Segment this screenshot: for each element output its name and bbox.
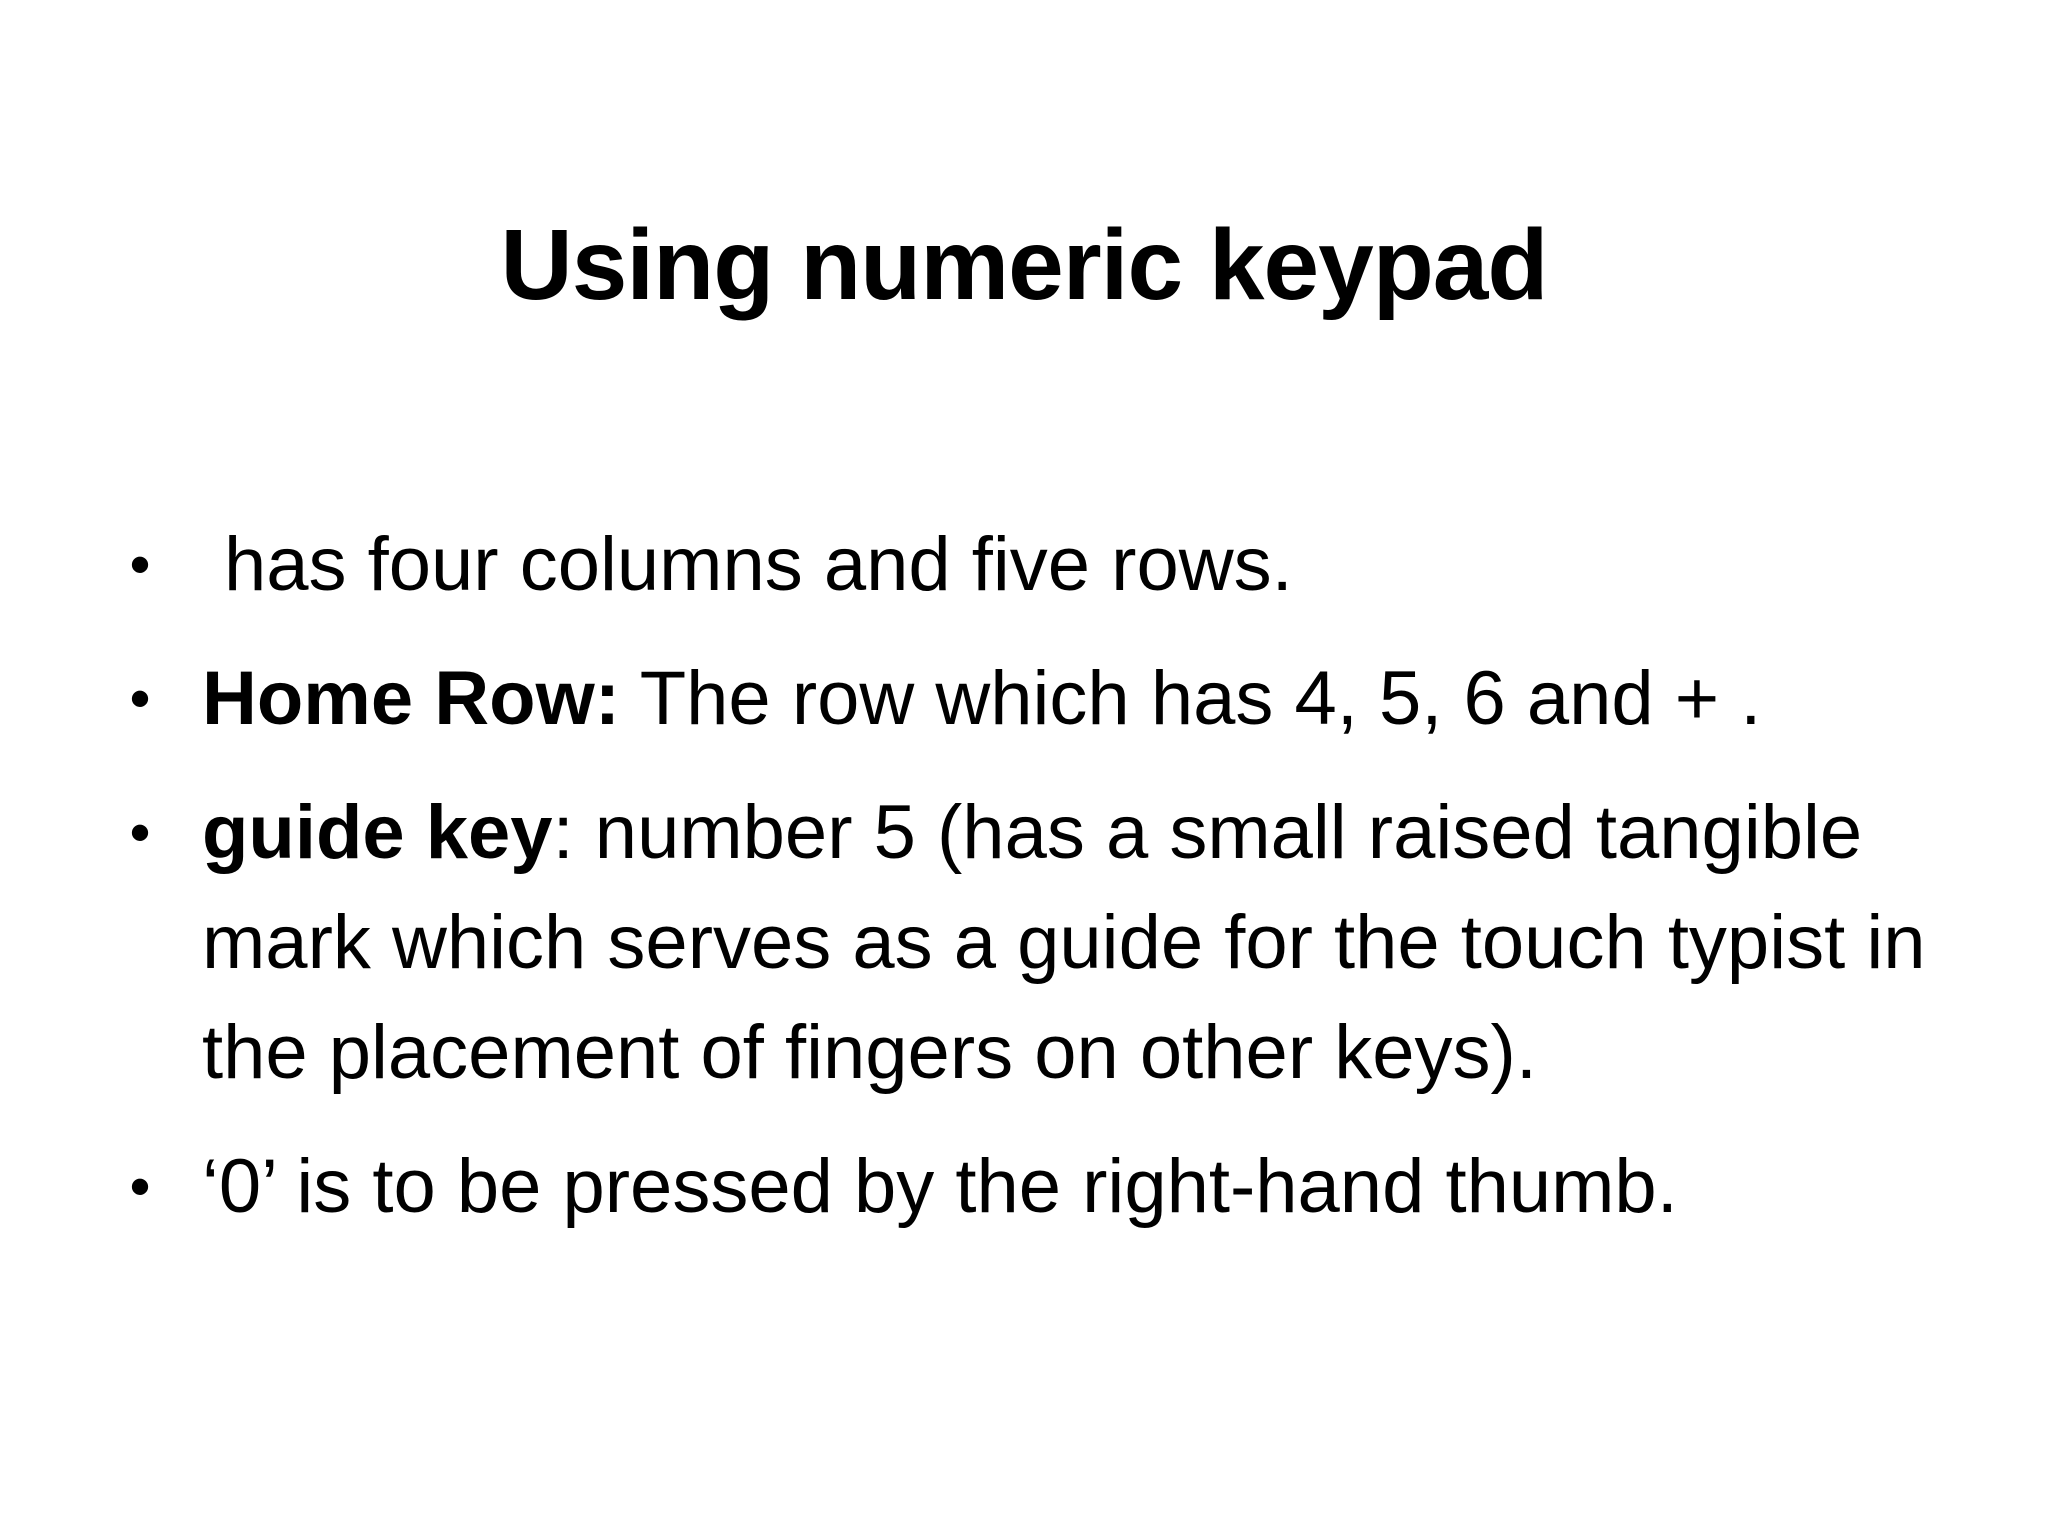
bullet-text: : number 5 (has a small raised tangible mark which serves as a guide for the touch typist in the placement of fingers on other keys). (202, 790, 1926, 1095)
bullet-icon: • (129, 665, 151, 732)
bullet-item (120, 1132, 1960, 1242)
bullet-item (120, 644, 1960, 754)
bullet-text: ‘0’ is to be pressed by the right-hand thumb. (202, 1144, 1678, 1229)
bullet-item (120, 510, 1960, 620)
bullet-icon: • (129, 1153, 151, 1220)
bullet-text: The row which has 4, 5, 6 and + . (620, 656, 1762, 741)
bullet-label: Home Row: (202, 656, 620, 741)
bullet-list (120, 510, 1960, 1266)
slide-title: Using numeric keypad (500, 209, 1548, 321)
bullet-item (120, 778, 1960, 1108)
bullet-icon: • (129, 799, 151, 866)
bullet-label: guide key (202, 790, 553, 875)
bullet-icon: • (129, 531, 151, 598)
bullet-text: has four columns and five rows. (224, 522, 1293, 607)
